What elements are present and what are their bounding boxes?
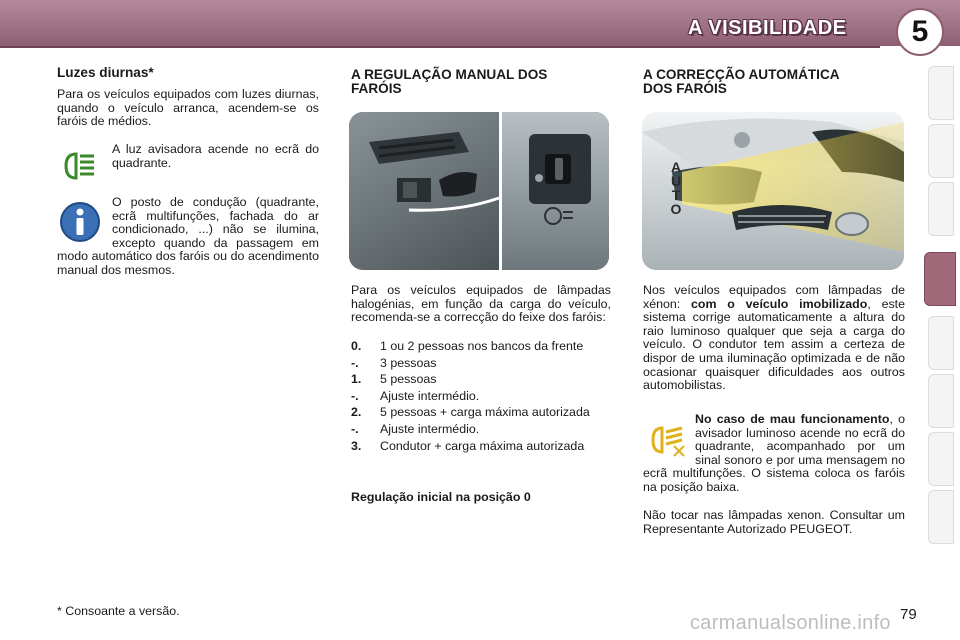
load-position-item: 1. 5 pessoas [351, 372, 437, 387]
auto-heading-line2: DOS FARÓIS [643, 81, 727, 96]
headlamp-adjuster-photo [349, 112, 609, 270]
chapter-tab[interactable] [928, 490, 954, 544]
chapter-tab[interactable] [928, 432, 954, 486]
info-text: O posto de condução (quadrante, ecrã multifunções, fachada do ar condicionado, ...) não se ilumina, excepto quando da passagem em modo automático dos faróis ou do acendimento manual dos mesmos. [57, 195, 319, 277]
footnote: * Consoante a versão. [57, 604, 180, 618]
fault-icon-spacer [643, 413, 695, 465]
chapter-tab[interactable] [928, 374, 954, 428]
watermark: carmanualsonline.info [690, 612, 891, 634]
chapter-title: A VISIBILIDADE [688, 17, 847, 39]
car-front-photo [642, 112, 904, 270]
manual-heading-line2: FARÓIS [351, 81, 402, 96]
left-column [57, 66, 319, 129]
fault-text-block [643, 413, 905, 495]
load-position-list [351, 340, 611, 456]
headlamp-warning-icon [58, 146, 102, 186]
middle-heading [351, 68, 611, 96]
header-rule [0, 46, 880, 48]
chapter-tab[interactable] [928, 316, 954, 370]
fault-text: , o avisador luminoso acende no ecrã do quadrante, acompanhado por um sinal sonoro e por uma mensagem no ecrã multifunções. O sistema coloca os faróis na posição baixa. [643, 412, 906, 494]
chapter-tab[interactable] [928, 182, 954, 236]
chapter-badge [896, 8, 944, 56]
chapter-tabs [928, 66, 960, 574]
load-position-item: 3. Condutor + carga máxima autorizada [351, 438, 585, 453]
manual-intro: Para os veículos equipados de lâmpadas halogénias, em função da carga do veículo, recomenda-se a correcção do feixe dos faróis: [351, 283, 611, 325]
fault-bold: No caso de mau funcionamento [695, 412, 890, 426]
load-position-item: 0. 1 ou 2 pessoas nos bancos da frente [351, 339, 584, 353]
auto-label: AUTO [670, 159, 682, 217]
load-position-item: -. Ajuste intermédio. [351, 421, 480, 436]
manual-heading-line1: A REGULAÇÃO MANUAL DOS [351, 67, 548, 82]
warning-light-text: A luz avisadora acende no ecrã do quadrante. [112, 142, 319, 170]
auto-intro: Nos veículos equipados com lâmpadas de xénon: com o veículo imobilizado, este sistema corrige automaticamente a altura do raio luminoso qualquer que seja a carga do veículo. O condutor tem assim a certeza de dispor de uma iluminação optimizada e de não ocasionar quaisquer dificuldades aos outros automobilistas. [643, 283, 905, 393]
chapter-tab-active[interactable] [924, 252, 956, 306]
chapter-number: 5 [911, 15, 929, 48]
page-number: 79 [900, 606, 917, 623]
initial-setting: Regulação inicial na posição 0 [351, 490, 531, 504]
load-position-item: 2. 5 pessoas + carga máxima autorizada [351, 405, 590, 420]
load-position-item: -. 3 pessoas [351, 355, 437, 370]
chapter-tab[interactable] [928, 66, 954, 120]
auto-heading-line1: A CORRECÇÃO AUTOMÁTICA [643, 67, 840, 82]
daytime-lights-intro: Para os veículos equipados com luzes diurnas, quando o veículo arranca, acendem-se os faróis de médios. [57, 87, 319, 129]
xenon-note: Não tocar nas lâmpadas xenon. Consultar um Representante Autorizado PEUGEOT. [643, 508, 905, 536]
section-heading-daytime-lights: Luzes diurnas* [57, 65, 154, 80]
chapter-tab[interactable] [928, 124, 954, 178]
info-icon-spacer [57, 196, 112, 244]
info-text-block [57, 196, 319, 278]
right-heading [643, 68, 905, 96]
load-position-item: -. Ajuste intermédio. [351, 388, 480, 403]
